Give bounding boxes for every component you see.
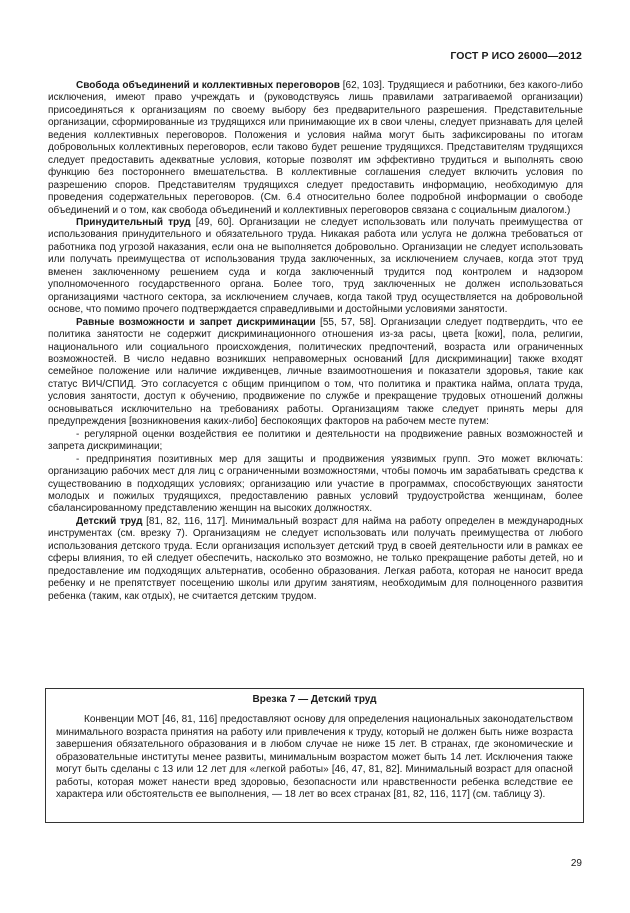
list-item: - предпринятия позитивных мер для защиты и продвижения уязвимых групп. Это может включать: организацию рабочих мест для лиц с ограниченными возможностями, чтобы помочь им зарабатывать средства к существованию в подходящих условиях; организацию или участие в программах, способствующих занятости молодых и пожилых трудящихся, предоставлению равных условий трудоустройства женщинам, более сбалансированному представлению женщин на высоких должностях. xyxy=(48,453,583,515)
paragraph-lead: Принудительный труд xyxy=(76,216,191,228)
inset-box-child-labour xyxy=(45,688,584,823)
body-text xyxy=(48,80,583,603)
inset-box-text: Конвенции МОТ [46, 81, 116] предоставляют основу для определения национальных законодательством минимального возраста принятия на работу или привлечения к труду, который не должен быть ниже возраста завершения обязательного образования и в любом случае не ниже 15 лет. В странах, где экономические и образовательные институты менее развиты, минимальным возрастом может быть 14 лет. Исключения также могут быть сделаны с 13 или 12 лет для «легкой работы» [46, 47, 81, 82]. Минимальный возраст для опасной работы, которая может нанести вред здоровью, безопасности или нравственности ребенка вследствие ее характера или обстоятельств ее выполнения, — 18 лет во всех странах [81, 82, 116, 117] (см. таблицу 3). xyxy=(56,714,573,801)
paragraph-text: [55, 57, 58]. Организации следует подтвердить, что ее политика занятости не содержит дискриминационного отношения из-за расы, цвета [кожи], пола, религии, национального или социального происхождения, политических предпочтений, возраста или ограниченных возможностей. В число недавно возникших неправомерных оснований [для дискриминации] также входят семейное положение или наличие иждивенцев, личные взаимоотношения и показатели здоровья, такие как статус ВИЧ/СПИД. Это согласуется с общим принципом о том, что политика и практика найма, оплата труда, условия занятости, доступ к обучению, продвижение по службе и прекращение трудовых отношений должны основываться исключительно на требованиях работы. Организациям также следует принять меры для предупреждения [возникновения каких-либо] беспокоящих факторов на рабочем месте путем: xyxy=(48,316,583,428)
inset-box-title: Врезка 7 — Детский труд xyxy=(252,694,377,705)
paragraph-equal-opportunities xyxy=(48,317,583,429)
paragraph-lead: Детский труд xyxy=(76,515,143,527)
paragraph-text: [62, 103]. Трудящиеся и работники, без какого-либо исключения, имеют право учреждать и (руководствуясь лишь правилами затрагиваемой организации) присоединяться к организациям по своему выбору без предварительного разрешения. Представительные организации, сформированные из трудящихся или принимающие их в свои члены, следует признавать для целей ведения коллективных переговоров. Положения и условия найма могут быть зафиксированы по итогам добровольных коллективных переговоров, если таково будет решение трудящихся. Представителям трудящихся следует предоставить адекватные условия, которые позволят им эффективно трудиться и выполнять свою функцию без постороннего вмешательства. В коллективные соглашения следует включить условия по разрешению споров. Представителям трудящихся следует предоставить информацию, необходимую для проведения содержательных переговоров. (См. 6.4 относительно более подробной информации о свободе объединений и о том, как свобода объединений и коллективных переговоров связана с социальным диалогом.) xyxy=(48,80,583,216)
page-header-standard-id: ГОСТ Р ИСО 26000—2012 xyxy=(450,50,582,62)
paragraph-lead: Свобода объединений и коллективных переговоров xyxy=(76,80,340,91)
paragraph-text: [81, 82, 116, 117]. Минимальный возраст для найма на работу определен в международных инструментах (см. врезку 7). Организациям не следует использовать или получать преимущества от любого использования детского труда. Если организация использует детский труд в своей деятельности или в рамках ее сферы влияния, то ей следует обеспечить, насколько это возможно, не только прекращение работы детей, но и предоставление им подходящих альтернатив, особенно образования. Легкая работа, которая не наносит вреда ребенку и не препятствует посещению школы или другим занятиям, необходимым для полноценного развития ребенка (таким, как отдых), не считается детским трудом. xyxy=(48,515,584,602)
list-item: - регулярной оценки воздействия ее политики и деятельности на продвижение равных возможностей и запрета дискриминации; xyxy=(48,428,583,453)
paragraph-text: [49, 60]. Организации не следует использовать или получать преимущества от использования принудительного и обязательного труда. Никакая работа или услуга не должна требоваться от работника под угрозой наказания, если она не выполняется добровольно. Организации не следует использовать или получать преимущества от использования труда заключенных, за исключением случаев, когда этот труд вменен заключенному решением суда и когда заключенный трудится под контролем и надзором уполномоченного государственного органа. Более того, труд заключенных не должен использоваться организациями частного сектора, за исключением случаев, когда такой труд осуществляется на добровольной основе, что помимо прочего подтверждается справедливыми и достойными условиями занятости. xyxy=(48,216,584,316)
paragraph-freedom-of-association xyxy=(48,80,583,217)
paragraph-child-labour xyxy=(48,516,583,603)
paragraph-lead: Равные возможности и запрет дискриминации xyxy=(76,316,316,328)
paragraph-forced-labour xyxy=(48,217,583,317)
page-number: 29 xyxy=(570,858,582,869)
